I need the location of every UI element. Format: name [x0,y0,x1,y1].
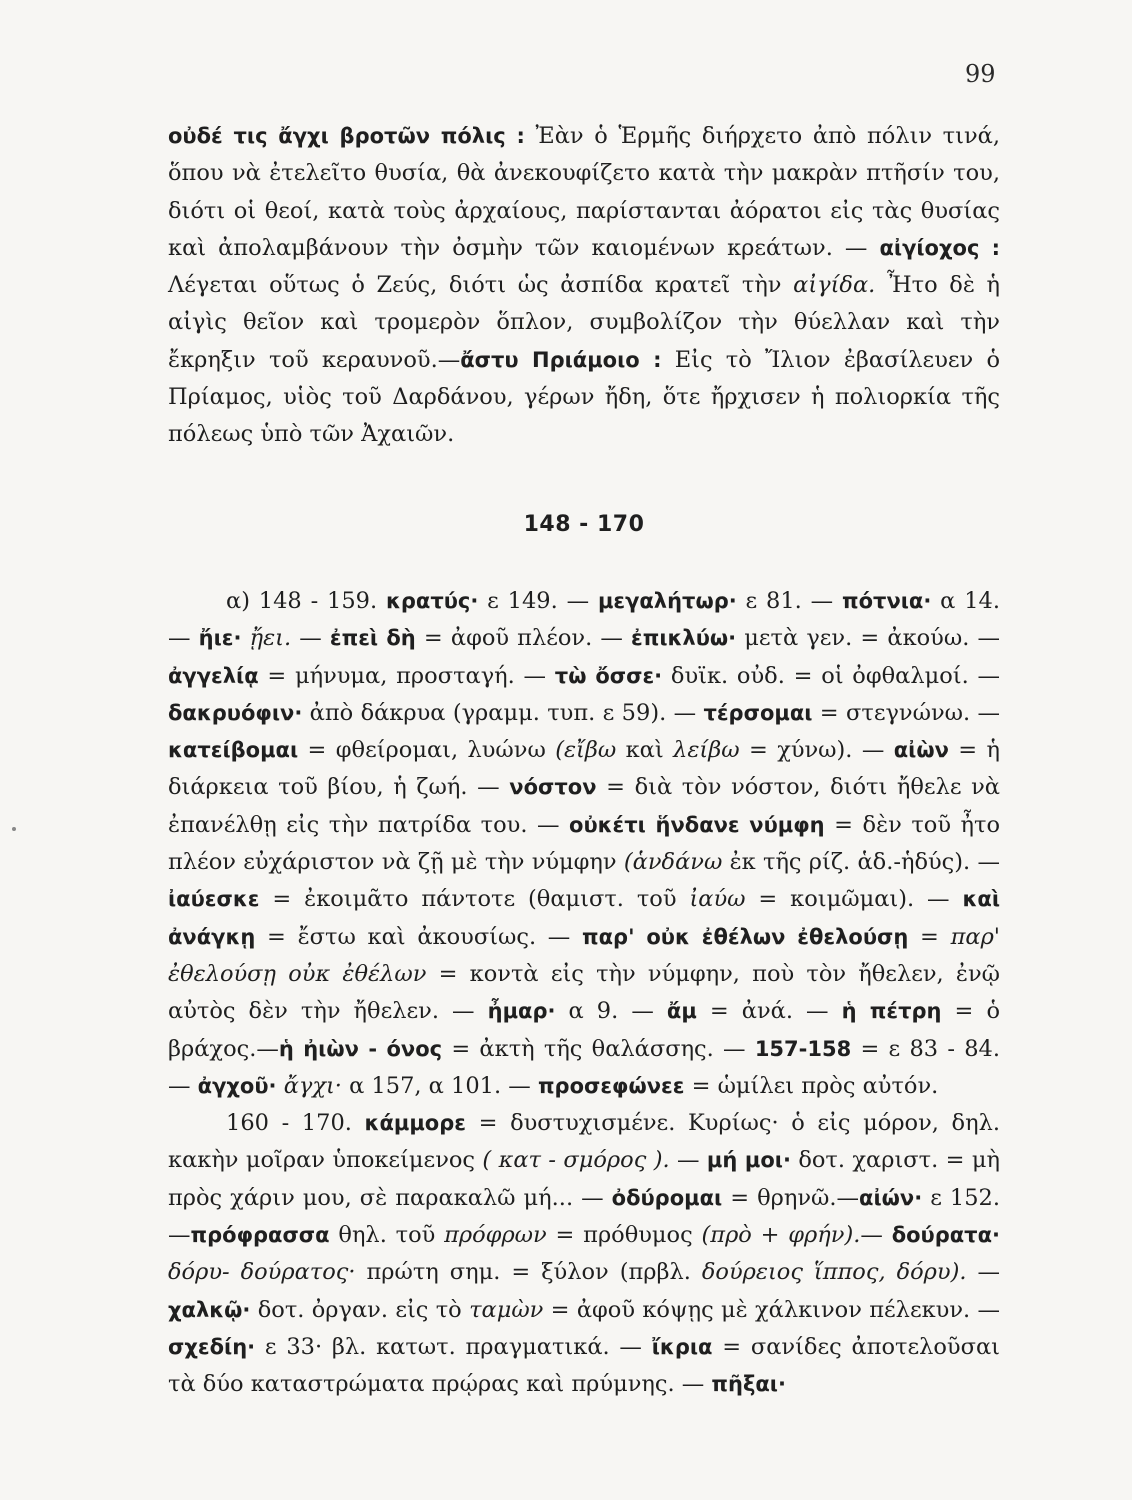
gloss-text: = δυστυχισμένε. Κυρίως· ὁ εἰς μόρον, δηλ. κακὴν μοῖραν ὑποκείμενος [168,1110,1000,1174]
italic-term: αἰγίδα. [793,272,876,299]
italic-term: (εἴβω [555,737,617,764]
lemma-term: ἀγγελίᾳ [168,663,259,688]
gloss-text: δυϊκ. οὐδ. = οἱ ὀφθαλμοί. — [662,662,1001,689]
page-number: 99 [965,60,996,88]
lemma-term: ἄμ [666,999,697,1024]
gloss-text: = ὁ βράχος.— [168,998,1000,1062]
lemma-term: ἤιε· [198,626,242,651]
lemma-term: νόστον [509,775,597,800]
gloss-text: πρώτη σημ. = ξύλον (πρβλ. [355,1259,702,1286]
page-body [168,118,1000,1404]
lemma-term: ὀδύρομαι [611,1185,723,1210]
gloss-text: = διὰ τὸν νόστον, διότι ἤθελε νὰ ἐπανέλθῃ εἰς τὴν πατρίδα του. — [168,774,1000,838]
gloss-text: Ἐὰν ὁ Ἑρμῆς διήρχετο ἀπὸ πόλιν τινά, ὅπου νὰ ἐτελεῖτο θυσία, θὰ ἀνεκουφίζετο κατὰ τὴν μακρὰν πτῆσίν του, διότι οἱ θεοί, κατὰ τοὺς ἀρχαίους, παρίστανται ἀόρατοι εἰς τὰς θυσίας καὶ ἀπολαμβάνουν τὴν ὀσμὴν τῶν καιομένων κρεάτων. — [168,123,1000,261]
lemma-term: μή μοι· [706,1148,791,1173]
lemma-term: ἀγχοῦ· [197,1073,277,1098]
lemma-term: ἄστυ Πριάμοιο : [460,347,662,372]
lemma-term: κρατύς· [385,588,479,613]
gloss-text: = ἀφοῦ πλέον. — [415,625,632,652]
gloss-text [277,1073,284,1099]
lemma-term: ἦμαρ· [487,999,556,1024]
gloss-text: = [908,923,951,950]
gloss-text: = δὲν τοῦ ἦτο πλέον εὐχάριστον νὰ ζῇ μὲ τὴν νύμφην [168,811,1001,876]
gloss-text: δοτ. ὀργαν. εἰς τὸ [250,1296,470,1323]
italic-term: παρ' ἐθελούσῃ οὐκ ἐθέλων [168,923,1000,987]
commentary-paragraph-3 [168,1105,1000,1403]
gloss-text: = ἡ διάρκεια τοῦ βίου, ἡ ζωή. — [168,737,1000,801]
gloss-text: = ε 83 - 84. — [168,1035,1000,1099]
lemma-term: δακρυόφιν· [168,700,303,725]
gloss-text: δοτ. χαριστ. = μὴ πρὸς χάριν μου, σὲ παρακαλῶ μή... — [168,1147,1000,1211]
gloss-text: Εἰς τὸ Ἴλιον ἐβασίλευεν ὁ Πρίαμος, υἱὸς τοῦ Δαρδάνου, γέρων ἤδη, ὅτε ἤρχισεν ἡ πολιορκία τῆς πόλεως ὑπὸ τῶν Ἀχαιῶν. [168,346,1001,448]
italic-term: δόρυ- δούρατος· [168,1259,356,1286]
italic-term: (πρὸ + φρήν). [701,1222,861,1249]
gloss-text: = ἀκτὴ τῆς θαλάσσης. — [442,1035,755,1062]
lemma-term: ἴκρια [651,1334,713,1359]
lemma-term: καὶ ἀνάγκῃ [168,887,1000,949]
lemma-term: ἐπεὶ δὴ [329,626,416,651]
gloss-text: ε 152.— [168,1184,1001,1249]
gloss-text: 160 - 170. [226,1110,365,1137]
lemma-term: αἰών· [859,1185,923,1210]
italic-term: δούρειος ἵππος, δόρυ). [701,1259,967,1286]
gloss-text: α 14. — [168,587,1000,652]
gloss-text: = κοντὰ εἰς τὴν νύμφην, ποὺ τὸν ἤθελεν, ἐνῷ αὐτὸς δὲν τὴν ἤθελεν. — [168,960,1001,1025]
gloss-text: — [291,625,330,652]
italic-term: λείβω [673,737,740,764]
gloss-text: Λέγεται οὕτως ὁ Ζεύς, διότι ὡς ἀσπίδα κρατεῖ τὴν [168,272,794,299]
gloss-text: = φθείρομαι, λυώνω [298,737,556,764]
gloss-text [241,625,249,651]
gloss-text: = κοιμῶμαι). — [745,886,963,913]
italic-term: (ἁνδάνω [623,849,723,876]
lemma-term: ἡ πέτρη [841,999,942,1024]
italic-term: ᾔει. [249,625,292,652]
gloss-text: = σανίδες ἀποτελοῦσαι τὰ δύο καταστρώματα πρῴρας καὶ πρύμνης. — [168,1333,1000,1398]
lemma-term: τέρσομαι [703,700,813,725]
lemma-term: παρ' οὐκ ἐθέλων ἐθελούσῃ [582,924,909,949]
lemma-term: κατείβομαι [168,738,299,763]
lemma-term: δούρατα· [891,1223,1000,1248]
gloss-text: = ὡμίλει πρὸς αὐτόν. [684,1072,939,1099]
italic-term: ( κατ - σμόρος ). [482,1147,670,1174]
italic-term: ἄγχι· [283,1072,342,1099]
lemma-term: ἰαύεσκε [168,887,260,912]
gloss-text: α) 148 - 159. [226,587,386,614]
lemma-term: αἰὼν [893,738,949,763]
lemma-term: πρόφρασσα [190,1223,330,1248]
lemma-term: μεγαλήτωρ· [597,588,737,613]
gloss-text: = χύνω). — [739,737,894,764]
gloss-text: = πρόθυμος [546,1222,702,1249]
italic-term: πρόφρων [444,1222,547,1249]
gloss-text: ε 149. — [478,587,598,614]
gloss-text: — [966,1259,1000,1286]
lemma-term: τὼ ὄσσε· [554,663,663,688]
gloss-text: καὶ [616,737,674,764]
commentary-paragraph-1 [168,118,1000,454]
lemma-term: προσεφώνεε [537,1073,685,1098]
gloss-text: α 157, α 101. — [341,1072,538,1099]
lemma-term: αἰγίοχος : [879,235,1000,260]
lemma-term: κάμμορε [364,1111,466,1136]
gloss-text: Ἦτο δὲ ἡ αἰγὶς θεῖον καὶ τρομερὸν ὅπλον, συμβολίζον τὴν θύελλαν καὶ τὴν ἔκρηξιν τοῦ κεραυνοῦ.— [168,272,1001,373]
lemma-term: 157-158 [754,1036,852,1061]
commentary-paragraph-2 [168,583,1000,1105]
ink-blot [12,827,16,831]
gloss-text: ἀπὸ δάκρυα (γραμμ. τυπ. ε 59). — [302,699,704,726]
gloss-text: — [860,1222,892,1249]
gloss-text: = ἀνά. — [696,998,842,1025]
lemma-term: σχεδίη· [168,1334,256,1359]
gloss-text: μετὰ γεν. = ἀκούω. — [736,625,1000,652]
gloss-text: α 9. — [555,998,667,1025]
gloss-text: ε 33· βλ. κατωτ. πραγματικά. — [255,1333,652,1360]
gloss-text: — [669,1147,707,1174]
lemma-term: πότνια· [842,588,932,613]
lemma-term: ἐπικλύω· [631,626,737,651]
lemma-term: πῆξαι· [711,1372,786,1397]
lemma-term: οὐδέ τις ἄγχι βροτῶν πόλις : [168,124,525,148]
gloss-text: ἐκ τῆς ρίζ. ἁδ.-ἡδύς). — [722,849,1000,876]
gloss-text: = ἔστω καὶ ἀκουσίως. — [255,923,583,950]
gloss-text: θηλ. τοῦ [329,1222,445,1249]
lemma-term: οὐκέτι ἥνδανε νύμφη [569,812,825,837]
gloss-text: = στεγνώνω. — [812,699,1000,726]
gloss-text: ε 81. — [736,587,842,614]
lemma-term: χαλκῷ· [168,1297,251,1322]
lemma-term: ἡ ἠιὼν - όνος [278,1036,443,1061]
gloss-text: = ἐκοιμᾶτο πάντοτε (θαμιστ. τοῦ [259,886,690,913]
gloss-text: = μήνυμα, προσταγή. — [258,662,555,689]
gloss-text: = ἀφοῦ κόψῃς μὲ χάλκινον πέλεκυν. — [543,1296,1000,1323]
gloss-text: = θρηνῶ.— [722,1184,860,1211]
section-heading: 148 - 170 [523,511,645,537]
italic-term: ταμὼν [469,1296,544,1323]
italic-term: ἰαύω [689,886,746,913]
